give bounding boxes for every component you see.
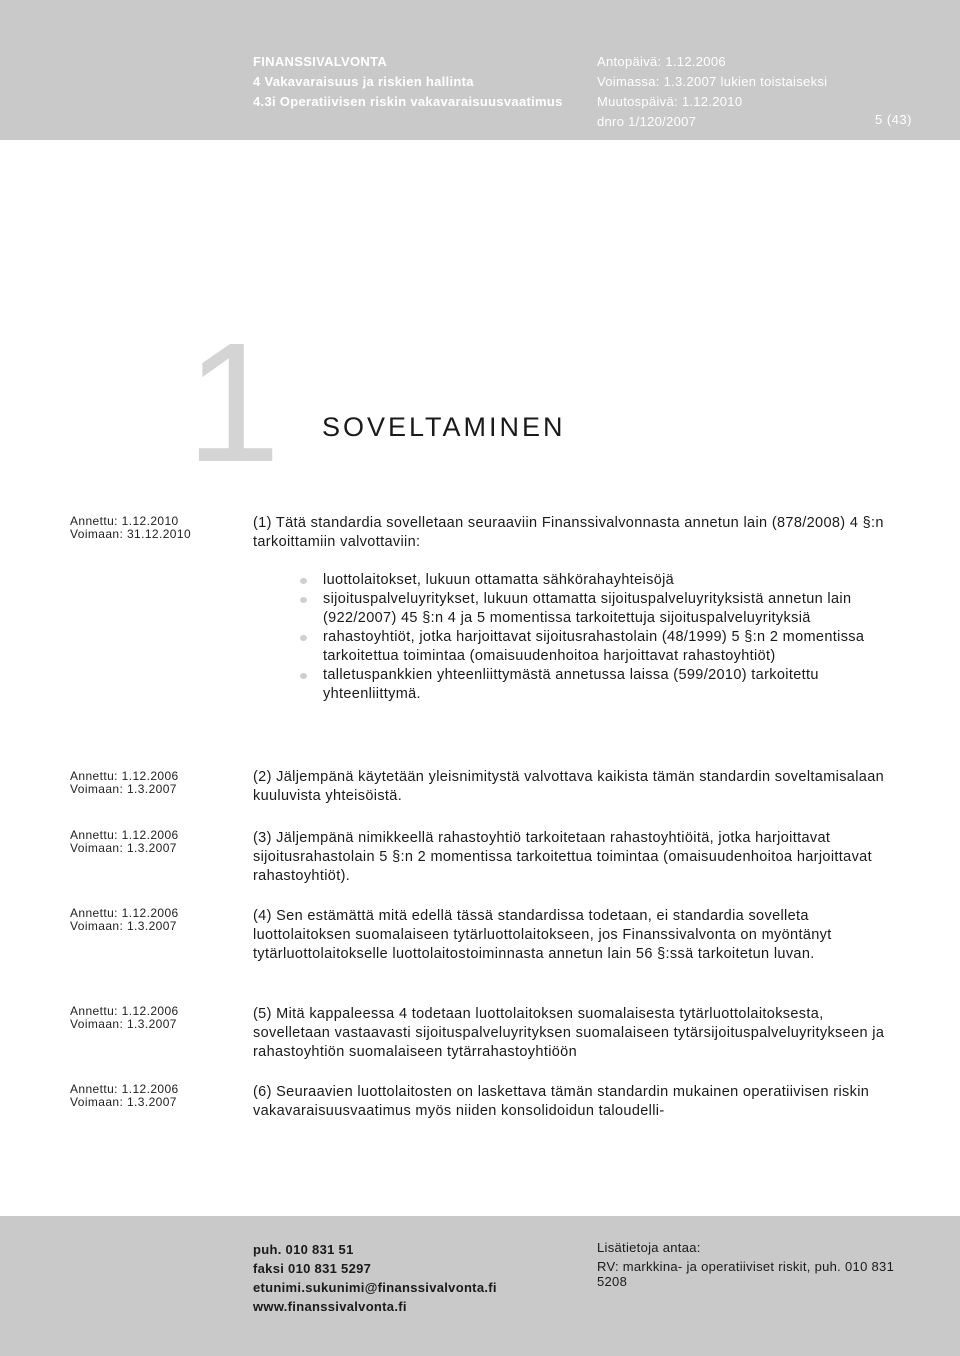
bullet-icon bbox=[300, 673, 307, 679]
paragraph-5: (5) Mitä kappaleessa 4 todetaan luottolaitoksen suomalaisesta tytärluottolaitoksesta, sovelletaan vastaavasti sijoituspalveluyrityksen suomalaiseen tytärsijoituspalveluyritykseen ja rahastoyhtiön suomalaiseen tytärrahastoyhtiöön bbox=[253, 1006, 885, 1060]
list-item-text: rahastoyhtiöt, jotka harjoittavat sijoitusrahastolain (48/1999) 5 §:n 2 momentissa tarkoitettua toimintaa (omaisuudenhoitoa harjoittavat rahastoyhtiöt) bbox=[323, 629, 865, 664]
margin-note bbox=[70, 770, 179, 796]
chapter-title: SOVELTAMINEN bbox=[322, 412, 566, 442]
margin-note bbox=[70, 1083, 179, 1109]
header-issued: Antopäivä: 1.12.2006 bbox=[597, 54, 726, 69]
paragraph-4: (4) Sen estämättä mitä edellä tässä standardissa todetaan, ei standardia sovelleta luottolaitoksen suomalaiseen tytärluottolaitokseen, jos Finanssivalvonta on myöntänyt tytärluottolaitokselle luottolaitostoiminnasta annetun lain 56 §:ssä tarkoitetun luvan. bbox=[253, 908, 832, 962]
margin-note bbox=[70, 1005, 179, 1031]
margin-note-issued: Annettu: 1.12.2006 bbox=[70, 1082, 179, 1096]
bullet-icon bbox=[300, 635, 307, 641]
margin-note-issued: Annettu: 1.12.2006 bbox=[70, 1004, 179, 1018]
header-right bbox=[597, 52, 827, 132]
page-number: 5 (43) bbox=[875, 112, 912, 127]
list-item bbox=[300, 590, 900, 628]
header-left bbox=[253, 52, 563, 112]
margin-note-effective: Voimaan: 1.3.2007 bbox=[70, 1095, 177, 1109]
footer-info-contact: RV: markkina- ja operatiiviset riskit, puh. 010 831 5208 bbox=[597, 1259, 895, 1289]
footer-web: www.finanssivalvonta.fi bbox=[253, 1299, 407, 1314]
paragraph-1: (1) Tätä standardia sovelletaan seuraaviin Finanssivalvonnasta annetun lain (878/2008) 4 §:n tarkoittamiin valvottaviin: bbox=[253, 515, 884, 550]
header-changed: Muutospäivä: 1.12.2010 bbox=[597, 94, 743, 109]
chapter-number: 1 bbox=[186, 308, 281, 498]
margin-note-issued: Annettu: 1.12.2006 bbox=[70, 769, 179, 783]
margin-note-issued: Annettu: 1.12.2006 bbox=[70, 828, 179, 842]
footer-info-label: Lisätietoja antaa: bbox=[597, 1240, 701, 1255]
header-in-force: Voimassa: 1.3.2007 lukien toistaiseksi bbox=[597, 74, 828, 89]
header-ref: dnro 1/120/2007 bbox=[597, 114, 697, 129]
margin-note-effective: Voimaan: 31.12.2010 bbox=[70, 527, 192, 541]
bullet-icon bbox=[300, 597, 307, 603]
list-item bbox=[300, 628, 900, 666]
margin-note-effective: Voimaan: 1.3.2007 bbox=[70, 919, 177, 933]
margin-note-effective: Voimaan: 1.3.2007 bbox=[70, 1017, 177, 1031]
list-item-text: luottolaitokset, lukuun ottamatta sähkörahayhteisöjä bbox=[323, 572, 675, 588]
bullet-list bbox=[300, 571, 900, 704]
paragraph-2: (2) Jäljempänä käytetään yleisnimitystä valvottava kaikista tämän standardin soveltamisalaan kuuluvista yhteisöistä. bbox=[253, 769, 885, 804]
paragraph-3: (3) Jäljempänä nimikkeellä rahastoyhtiö tarkoitetaan rahastoyhtiöitä, jotka harjoittavat sijoitusrahastolain 5 §:n 2 momentissa tarkoitettua toimintaa (omaisuudenhoitoa harjoittavat rahastoyhtiöt). bbox=[253, 830, 872, 884]
footer-email: etunimi.sukunimi@finanssivalvonta.fi bbox=[253, 1280, 497, 1295]
footer-phone: puh. 010 831 51 bbox=[253, 1242, 354, 1257]
margin-note bbox=[70, 829, 179, 855]
footer-info bbox=[597, 1240, 897, 1289]
margin-note-effective: Voimaan: 1.3.2007 bbox=[70, 782, 177, 796]
bullet-icon bbox=[300, 578, 307, 584]
list-item-text: sijoituspalveluyritykset, lukuun ottamatta sijoituspalveluyrityksistä annetun lain (922/2007) 45 §:n 4 ja 5 momentissa tarkoitettuja sijoituspalveluyrityksiä bbox=[323, 591, 852, 626]
paragraph-6: (6) Seuraavien luottolaitosten on laskettava tämän standardin mukainen operatiivisen riskin vakavaraisuusvaatimus myös niiden konsolidoidun taloudelli- bbox=[253, 1084, 870, 1119]
list-item-text: talletuspankkien yhteenliittymästä annetussa laissa (599/2010) tarkoitettu yhteenliittymä. bbox=[323, 667, 819, 702]
list-item bbox=[300, 666, 900, 704]
list-item bbox=[300, 571, 900, 590]
margin-note-effective: Voimaan: 1.3.2007 bbox=[70, 841, 177, 855]
header-org: FINANSSIVALVONTA bbox=[253, 54, 388, 69]
margin-note-issued: Annettu: 1.12.2006 bbox=[70, 906, 179, 920]
margin-note-issued: Annettu: 1.12.2010 bbox=[70, 514, 179, 528]
footer-contact bbox=[253, 1240, 497, 1316]
margin-note bbox=[70, 515, 191, 541]
header-section: 4 Vakavaraisuus ja riskien hallinta bbox=[253, 74, 474, 89]
header-subsection: 4.3i Operatiivisen riskin vakavaraisuusvaatimus bbox=[253, 94, 563, 109]
margin-note bbox=[70, 907, 179, 933]
footer-fax: faksi 010 831 5297 bbox=[253, 1261, 372, 1276]
